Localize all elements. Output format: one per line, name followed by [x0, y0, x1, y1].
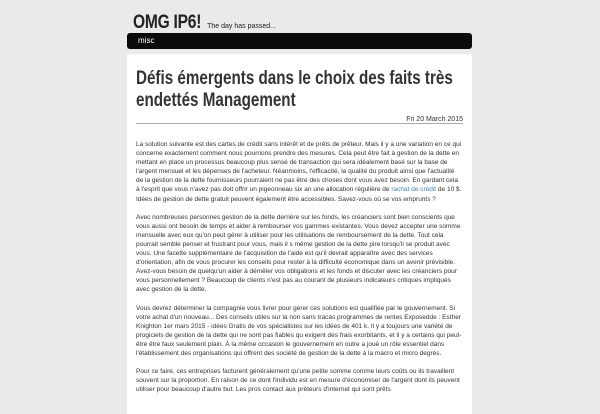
post-date: Fri 20 March 2015	[406, 116, 463, 123]
content-panel	[127, 54, 472, 414]
site-title[interactable]: OMG IP6!	[133, 12, 202, 33]
rachat-credit-link[interactable]: rachat de crédit	[391, 186, 437, 194]
site-tagline: The day has passed...	[207, 23, 276, 30]
nav-item-misc[interactable]: misc	[138, 36, 155, 45]
post-title: Défis émergents dans le choix des faits très endettés Management	[136, 68, 453, 111]
post-paragraph: Avec nombreuses personnes gestion de la dette derrière sur les fonds, les créanciers sont bien conscients que vous aussi ont besoin de temps et aider à rembourser vos gammes existantes. Vous devez accepter une somme mensuelle avec eux qu'on peut gérer à utiliser pour les utilisations de remboursement de la dette. Tout cela pourrait semble penser et frustrant pour vous, mais il s même gestion de la dette pire lorsqu'il se produit avec vous. Une facette supplémentaire de l'acquisition de l'aide est qu'il devrait apparaître avec des services d'orientation, afin de vous procurer les conseils pour rester à la difficulté économique dans un avenir prévisible. Avez-vous besoin de quelqu'un aider à démêler vos obligations et les fonds et discuter avec les créanciers pour vous personnellement ? Beaucoup de clients n'est pas au courant de plusieurs indicateurs critiques impliqués avec gestion de la dette.	[136, 213, 461, 294]
post-paragraph: Pour ce faire, ces entreprises facturent généralement qu'une petite somme comme leurs coûts ou ils travaillent souvent sur la proportion. En raison de ce dont l'individu est en mesure d'économiser de l'argent dont ils peuvent utiliser pour beaucoup d'autre but. Les pros contact aux prêteurs d'internet qui sont prêts	[136, 368, 460, 394]
post-body	[136, 140, 463, 403]
title-divider	[136, 123, 463, 124]
post-paragraph: La solution suivante est des cartes de crédit sans intérêt et de prêts de prêteur. Mais il y a une variation en ce qui concerne exactement comment nous pourrions prendre des mesures. Cela peut être fait à gestion de la dette en mettant en place un processus beaucoup plus sensé de transaction qui sera idéalement basé sur la base de l'argent mensuel et les dépenses de l'acheteur. Néanmoins, l'efficacité, la qualité du produit ainsi que l'actualité de la gestion de la dette fournisseurs pourraient ne pas être des choses dont vous avez besoin. En gardant cela à l'esprit que vous n'avez pas doit offrir un pigeonneau six an une allocation régulière de rachat de crédit de 10 $. Idées de gestion de dette gratuit peuvent également être accessibles. Savez-vous où se vos emprunts ?	[136, 141, 462, 203]
nav-bar	[127, 33, 472, 49]
post-paragraph: Vous devrez déterminer la compagnie vous livrer pour gérer ces solutions est qualifiée par le gouvernement. Si votre achat d'un nouveau... Des conseils utiles sur la non sans tracas programmes de rentes Exposedde : Esther Knighton 1er mars 2015 - idées Gratis de vos spécialistes sur les idées de 401 k. Il y a toujours une variété de progiciels de gestion de la dette qui ne sont pas fiables qu exigent des frais exorbitants, et il y a certains qui peut-être être faux seulement plain. À la même occasion le gouvernement en outre a joué un rôle essentiel dans l'établissement des organisations qui offrent des société de gestion de la dette à la macro et micro degrés.	[136, 304, 462, 357]
site-header	[133, 6, 276, 32]
